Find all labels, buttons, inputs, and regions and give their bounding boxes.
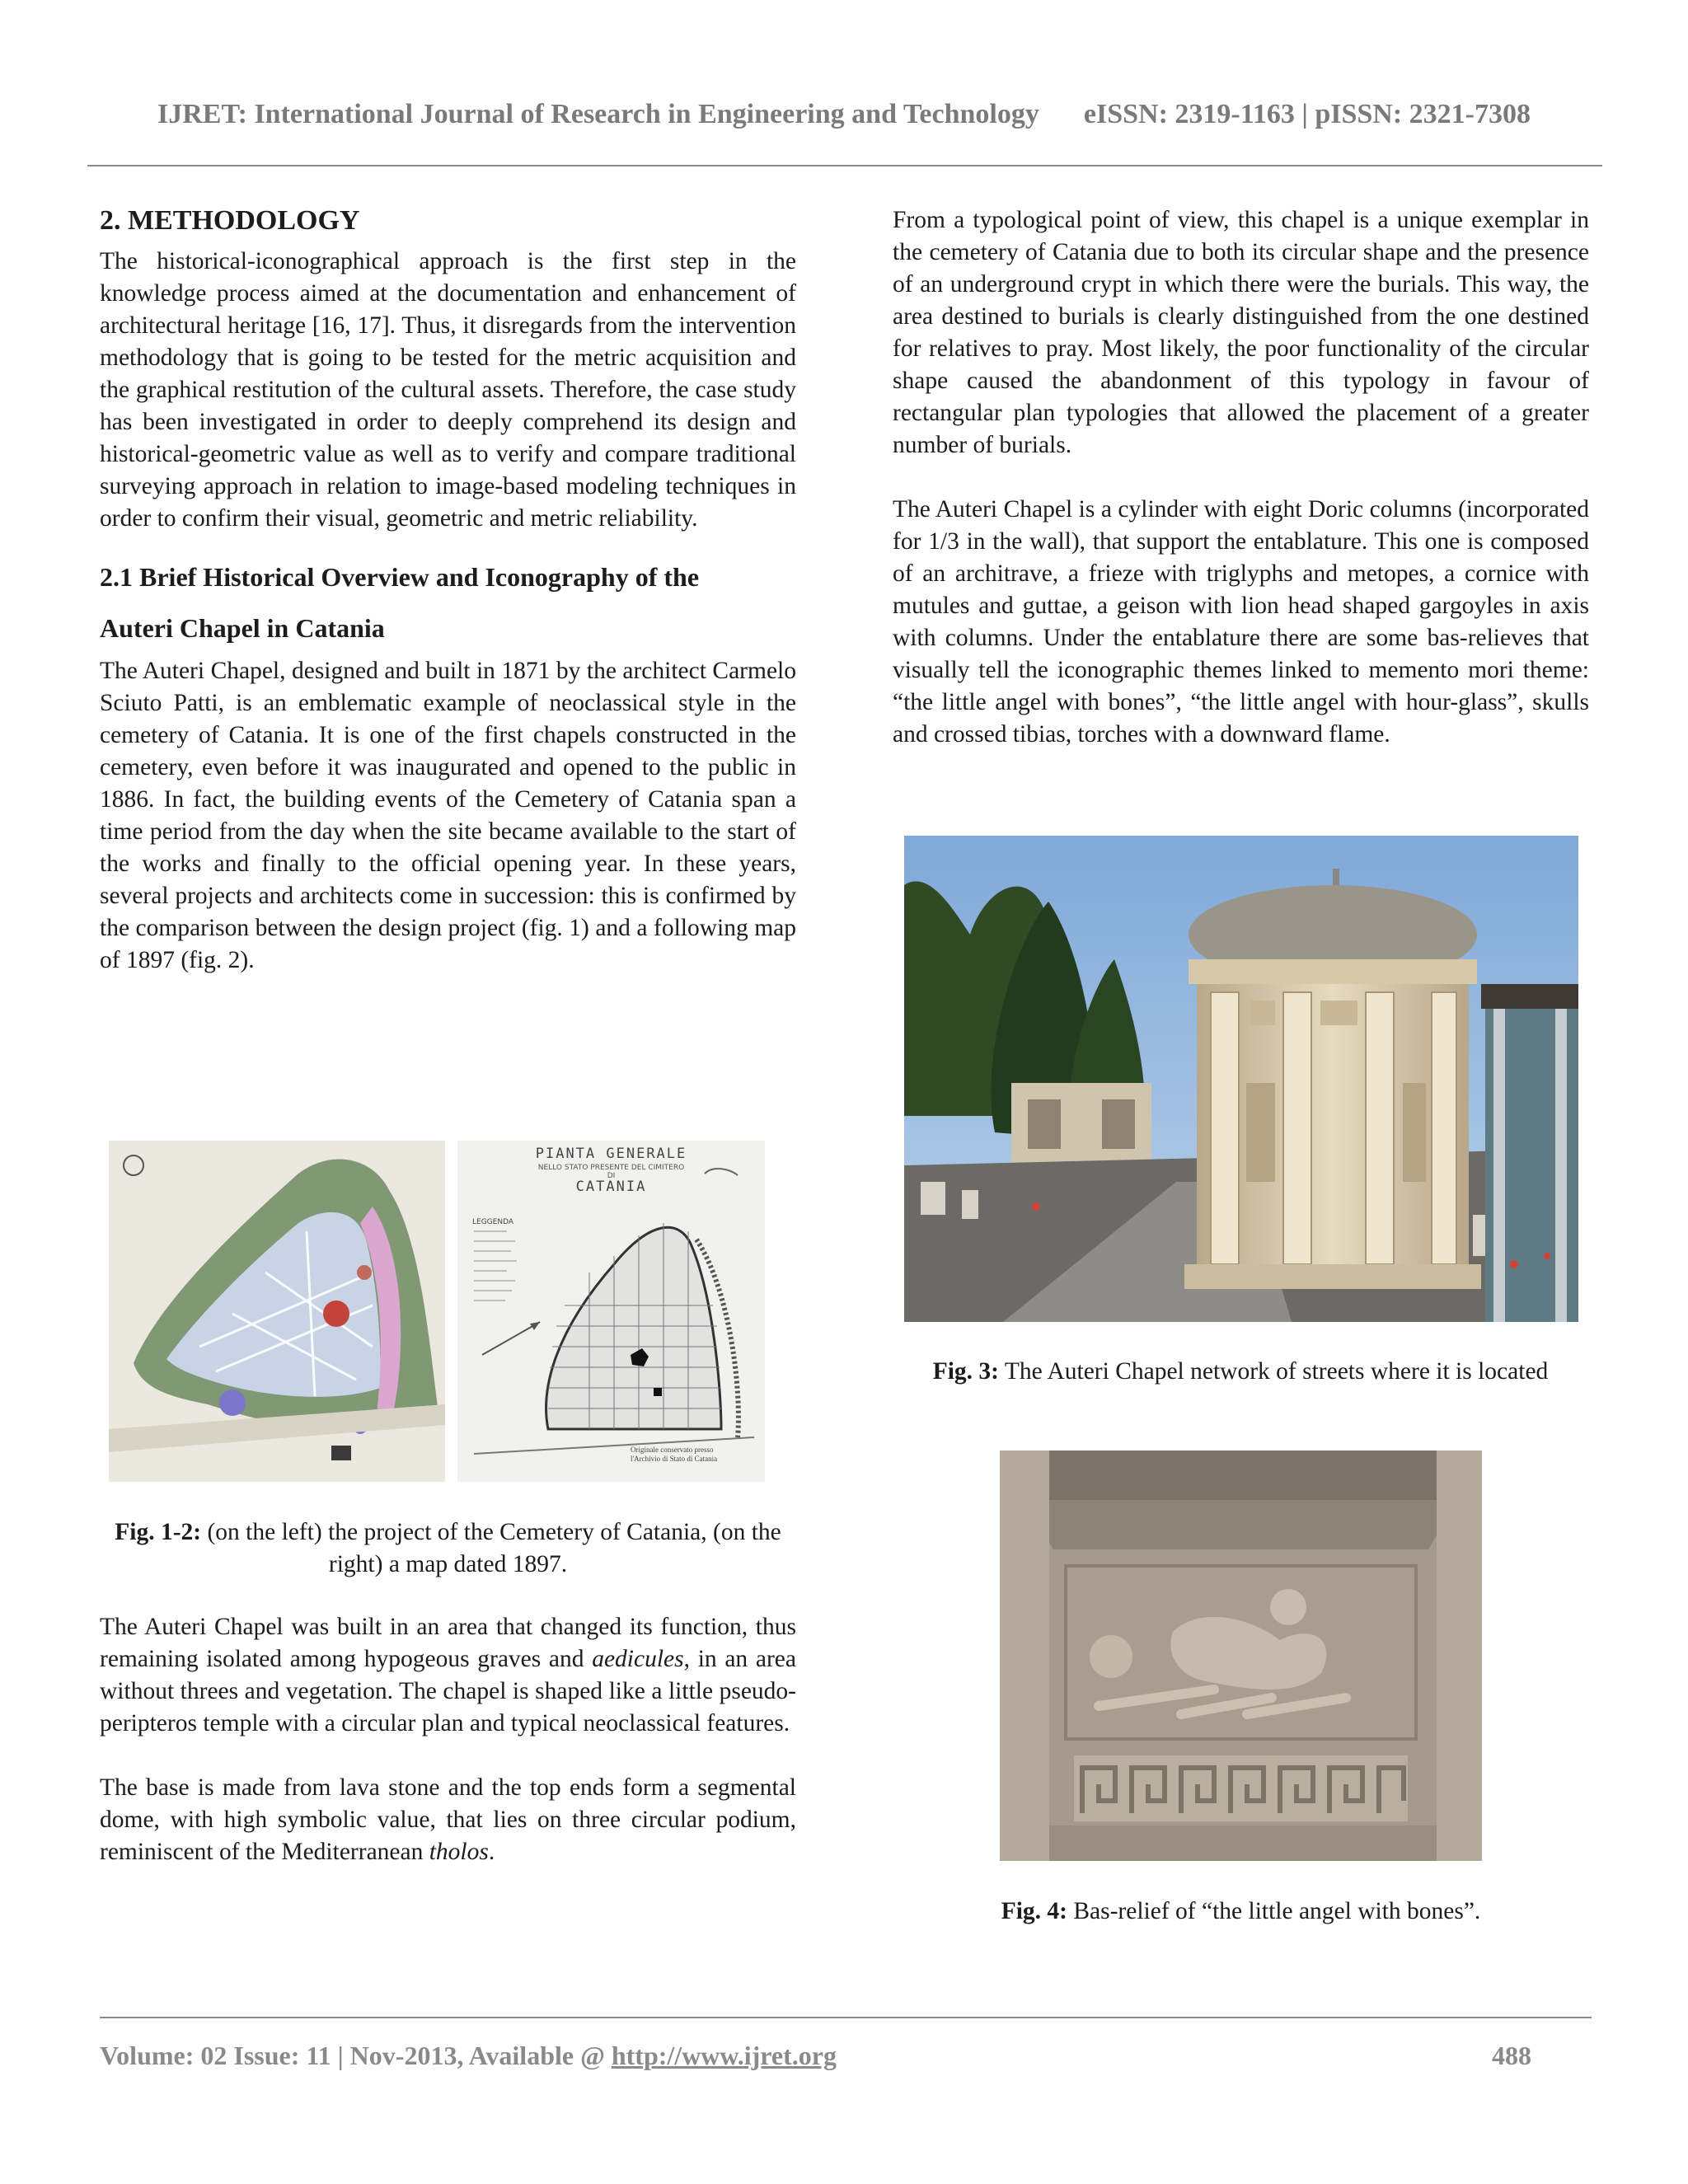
journal-name: IJRET: International Journal of Research in Engineering and Technology	[157, 99, 1039, 129]
journal-link[interactable]: http://www.ijret.org	[611, 2041, 837, 2070]
map-legend-title: LEGGENDA	[472, 1218, 513, 1226]
map-archive-note: Originale conservato presso l'Archivio di Stato di Catania	[631, 1446, 718, 1463]
typology-paragraph: From a typological point of view, this chapel is a unique exemplar in the cemetery of Catania due to both its circular shape and the presence of an underground crypt in which there were the burials. This way, the area destined to burials is clearly distinguished from the one destined for relatives to pray. Most likely, the poor functionality of the circular shape caused the abandonment of this typology in favour of rectangular plan typologies that allowed the placement of a greater number of burials.	[893, 207, 1589, 458]
issn-line: eISSN: 2319-1163 | pISSN: 2321-7308	[1083, 99, 1531, 129]
fig4-caption-label: Fig. 4:	[1001, 1898, 1067, 1924]
location-paragraph: The Auteri Chapel was built in an area that changed its function, thus remaining isolated among hypogeous graves and aedicules, in an area without threes and vegetation. The chapel is shaped like a little pseudo-peripteros temple with a circular plan and typical neoclassical features.	[100, 1614, 796, 1736]
methodology-paragraph: The historical-iconographical approach is the first step in the knowledge process aimed at the documentation and enhancement of architectural heritage [16, 17]. Thus, it disregards from the intervention methodology that is going to be tested for the metric acquisition and the graphical restitution of the cultural assets. Therefore, the case study has been investigated in order to deeply comprehend its design and historical-geometric value as well as to verify and compare traditional surveying approach in relation to image-based modeling techniques in order to confirm their visual, geometric and metric reliability.	[100, 248, 796, 532]
fig4-caption	[893, 1896, 1589, 1928]
map-city-prefix: DI	[607, 1172, 616, 1180]
fig4-drawing	[1000, 1451, 1482, 1861]
subsection-heading-line1: 2.1 Brief Historical Overview and Iconography of the	[100, 562, 700, 592]
fig4-bas-relief-photo	[1000, 1451, 1482, 1861]
right-column-top	[893, 204, 1589, 751]
left-column-bottom	[100, 1611, 796, 1868]
map-subtitle: NELLO STATO PRESENTE DEL CIMITERO	[537, 1164, 685, 1172]
fig3-caption-text: The Auteri Chapel network of streets where it is located	[999, 1358, 1549, 1385]
description-paragraph: The Auteri Chapel is a cylinder with eight Doric columns (incorporated for 1/3 in the wall), that support the entablature. This one is composed of an architrave, a frieze with triglyphs and metopes, a cornice with mutules and guttae, a geison with lion head shaped gargoyles in axis with columns. Under the entablature there are some bas-relieves that visually tell the iconographic themes linked to memento mori theme: “the little angel with bones”, “the little angel with hour-glass”, skulls and crossed tibias, torches with a downward flame.	[893, 496, 1589, 748]
header-rule	[87, 165, 1602, 166]
fig3-caption	[915, 1356, 1566, 1388]
base-paragraph: The base is made from lava stone and the top ends form a segmental dome, with high symbolic value, that lies on three circular podium, reminiscent of the Mediterranean tholos.	[100, 1774, 796, 1865]
running-header	[0, 99, 1688, 130]
page-number: 488	[1492, 2041, 1531, 2070]
fig2-drawing	[457, 1141, 765, 1482]
map-city: CATANIA	[575, 1179, 647, 1195]
footer-volume-info: Volume: 02 Issue: 11 | Nov-2013, Available @ http://www.ijret.org	[100, 2041, 837, 2070]
fig3-drawing	[904, 836, 1578, 1322]
fig12-caption	[100, 1516, 796, 1581]
tholos-term: tholos	[429, 1839, 489, 1865]
footer-rule	[100, 2017, 1592, 2018]
left-column-top	[100, 204, 796, 977]
fig12-caption-label: Fig. 1-2:	[115, 1519, 202, 1545]
map-title: PIANTA GENERALE	[535, 1146, 687, 1162]
fig3-caption-label: Fig. 3:	[932, 1358, 999, 1385]
fig1-cemetery-project-image	[109, 1141, 445, 1482]
subsection-heading-line2: Auteri Chapel in Catania	[100, 613, 385, 643]
history-paragraph: The Auteri Chapel, designed and built in 1871 by the architect Carmelo Sciuto Patti, is an emblematic example of neoclassical style in the cemetery of Catania. It is one of the first chapels constructed in the cemetery, even before it was inaugurated and opened to the public in 1886. In fact, the building events of the Cemetery of Catania span a time period from the day when the site became available to the start of the works and finally to the official opening year. In these years, several projects and architects come in succession: this is confirmed by the comparison between the design project (fig. 1) and a following map of 1897 (fig. 2).	[100, 658, 796, 973]
fig4-caption-text: Bas-relief of “the little angel with bones”.	[1067, 1898, 1481, 1924]
section-heading: 2. METHODOLOGY	[100, 205, 360, 236]
fig2-map-1897-image	[457, 1141, 765, 1482]
aedicules-term: aedicules	[592, 1646, 684, 1672]
fig1-drawing	[109, 1141, 445, 1482]
fig3-chapel-photo	[904, 836, 1578, 1322]
fig12-caption-text: (on the left) the project of the Cemetery of Catania, (on the right) a map dated 1897.	[201, 1519, 781, 1577]
